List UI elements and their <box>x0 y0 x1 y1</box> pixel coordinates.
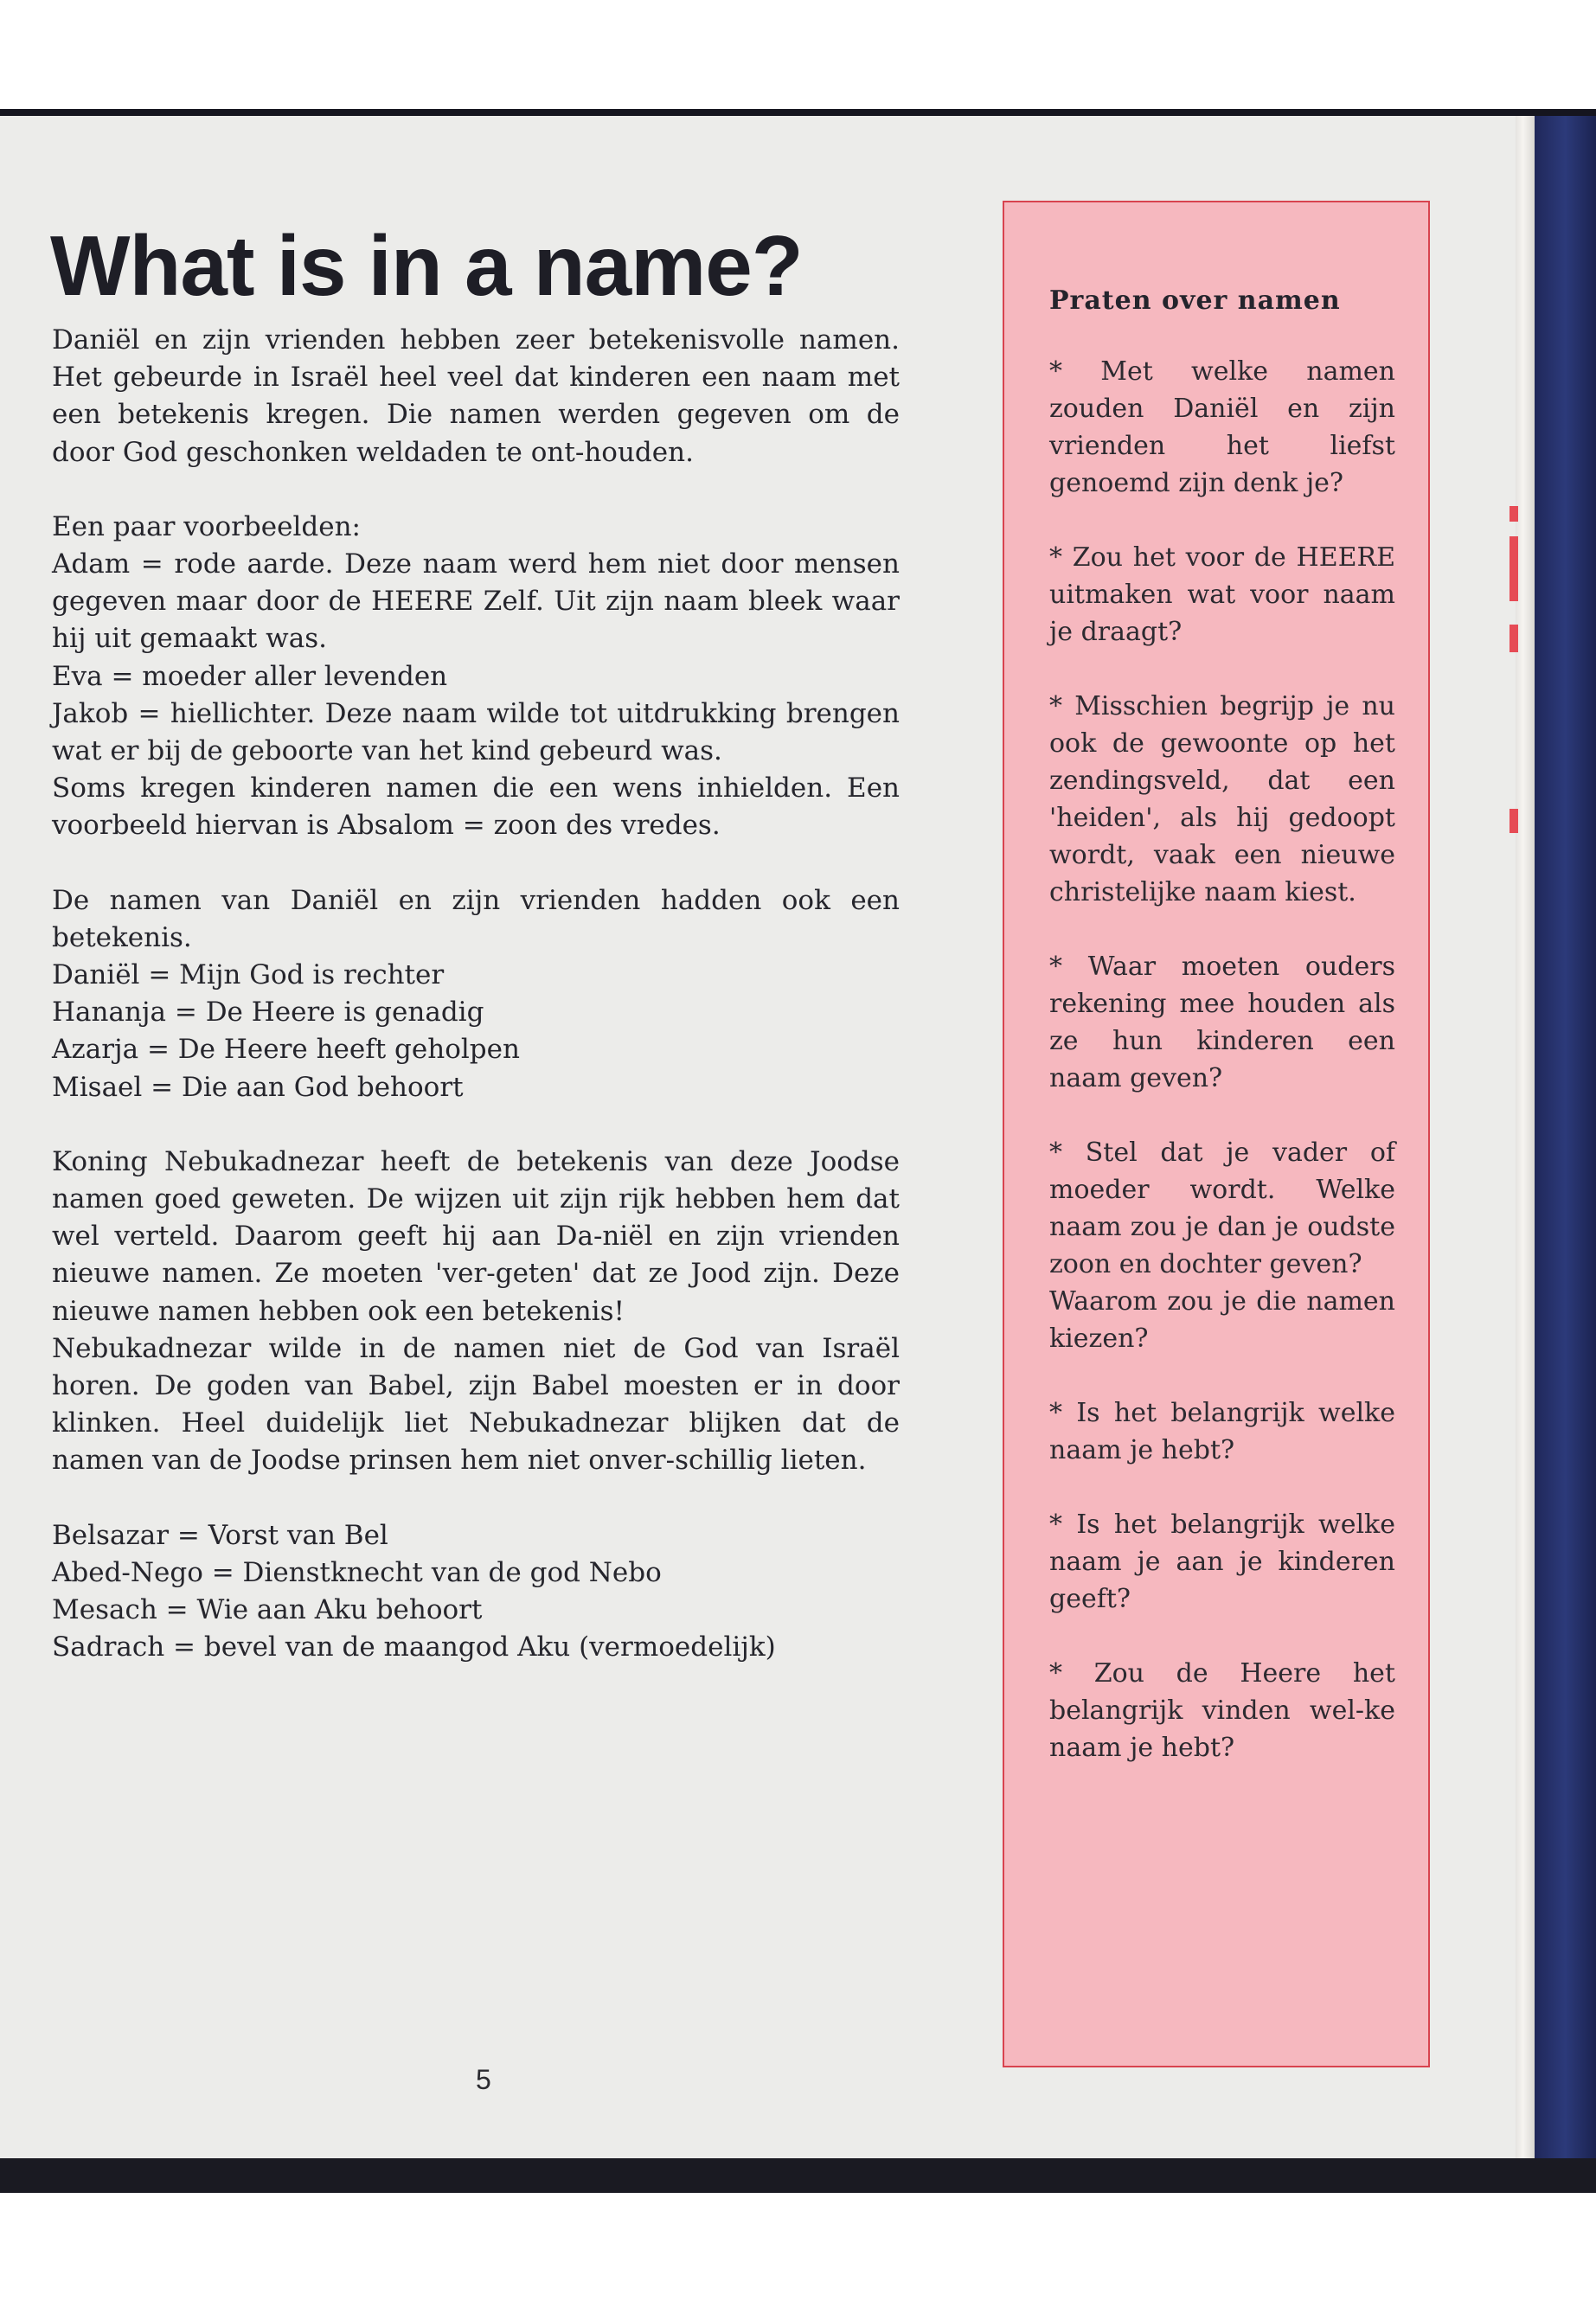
new-name-meaning: Sadrach = bevel van de maangod Aku (vermoedelijk) <box>52 1631 776 1663</box>
name-meaning: Azarja = De Heere heeft geholpen <box>52 1034 520 1066</box>
example-item: Soms kregen kinderen namen die een wens inhielden. Een voorbeeld hiervan is Absalom = zoon des vredes. <box>52 772 900 842</box>
question-item: * Met welke namen zouden Daniël en zijn vrienden het liefst genoemd zijn denk je? <box>1049 356 1395 498</box>
friends-intro: De namen van Daniël en zijn vrienden hadden ook een betekenis. <box>52 884 900 953</box>
new-name-meaning: Mesach = Wie aan Aku behoort <box>52 1594 483 1626</box>
question-item: * Is het belangrijk welke naam je hebt? <box>1049 1398 1395 1465</box>
name-meaning: Hananja = De Heere is genadig <box>52 997 484 1029</box>
question-item <box>1049 1134 1395 1357</box>
example-item: Adam = rode aarde. Deze naam werd hem niet door mensen gegeven maar door de HEERE Zelf. Uit zijn naam bleek waar hij uit gemaakt was. <box>52 548 900 655</box>
page-stack-edge <box>1516 116 1535 2183</box>
scan-top-margin <box>0 0 1596 112</box>
nebuchadnezzar-paragraph: Nebukadnezar wilde in de namen niet de God van Israël horen. De goden van Babel, zijn Babel moesten er in door klinken. Heel duidelijk liet Nebukadnezar blijken dat de namen van de Joodse prinsen hem niet onver-schillig lieten. <box>52 1332 900 1477</box>
question-item: * Is het belangrijk welke naam je aan je kinderen geeft? <box>1049 1509 1395 1614</box>
bleed-tab-mark <box>1509 809 1518 833</box>
book-cover-edge <box>1535 116 1596 2183</box>
question-text: * Stel dat je vader of moeder wordt. Welke naam zou je dan je oudste zoon en dochter geven? <box>1049 1138 1395 1279</box>
question-list <box>1049 353 1395 1804</box>
question-followup: Waarom zou je die namen kiezen? <box>1049 1286 1395 1354</box>
sidebar-title: Praten over namen <box>1049 285 1341 316</box>
question-item: * Zou de Heere het belangrijk vinden wel-ke naam je hebt? <box>1049 1658 1395 1763</box>
question-item: * Zou het voor de HEERE uitmaken wat voor naam je draagt? <box>1049 542 1395 647</box>
bleed-tab-mark <box>1509 506 1518 522</box>
page-top-edge <box>0 109 1596 116</box>
nebuchadnezzar-paragraph: Koning Nebukadnezar heeft de betekenis van deze Joodse namen goed geweten. De wijzen uit zijn rijk hebben hem dat wel verteld. Daarom geeft hij aan Da-niël en zijn vrienden nieuwe namen. Ze moeten 'ver-geten' dat ze Jood zijn. Deze nieuwe namen hebben ook een betekenis! <box>52 1145 900 1327</box>
name-meaning: Misael = Die aan God behoort <box>52 1071 464 1103</box>
bleed-tab-mark <box>1509 536 1518 601</box>
bleed-tab-mark <box>1509 625 1518 652</box>
example-item: Jakob = hiellichter. Deze naam wilde tot uitdrukking brengen wat er bij de geboorte van het kind gebeurd was. <box>52 697 900 767</box>
question-item: * Misschien begrijp je nu ook de gewoonte op het zendingsveld, dat een 'heiden', als hij gedoopt wordt, vaak een nieuwe christelijke naam kiest. <box>1049 691 1395 907</box>
article-body <box>52 322 900 1667</box>
new-name-meaning: Belsazar = Vorst van Bel <box>52 1519 388 1551</box>
name-meaning: Daniël = Mijn God is rechter <box>52 959 445 991</box>
example-item: Eva = moeder aller levenden <box>52 660 448 692</box>
scan-bottom-margin <box>0 2193 1596 2301</box>
page-bottom-edge <box>0 2158 1596 2193</box>
question-item: * Waar moeten ouders rekening mee houden als ze hun kinderen een naam geven? <box>1049 952 1395 1093</box>
examples-heading: Een paar voorbeelden: <box>52 510 361 542</box>
discussion-sidebar <box>1003 201 1430 2067</box>
page-title: What is in a name? <box>50 217 803 313</box>
intro-paragraph: Daniël en zijn vrienden hebben zeer betekenisvolle namen. Het gebeurde in Israël heel veel dat kinderen een naam met een betekenis kregen. Die namen werden gegeven om de door God geschonken weldaden te ont-houden. <box>52 324 900 468</box>
page-number: 5 <box>476 2064 491 2095</box>
new-name-meaning: Abed-Nego = Dienstknecht van de god Nebo <box>52 1556 662 1588</box>
